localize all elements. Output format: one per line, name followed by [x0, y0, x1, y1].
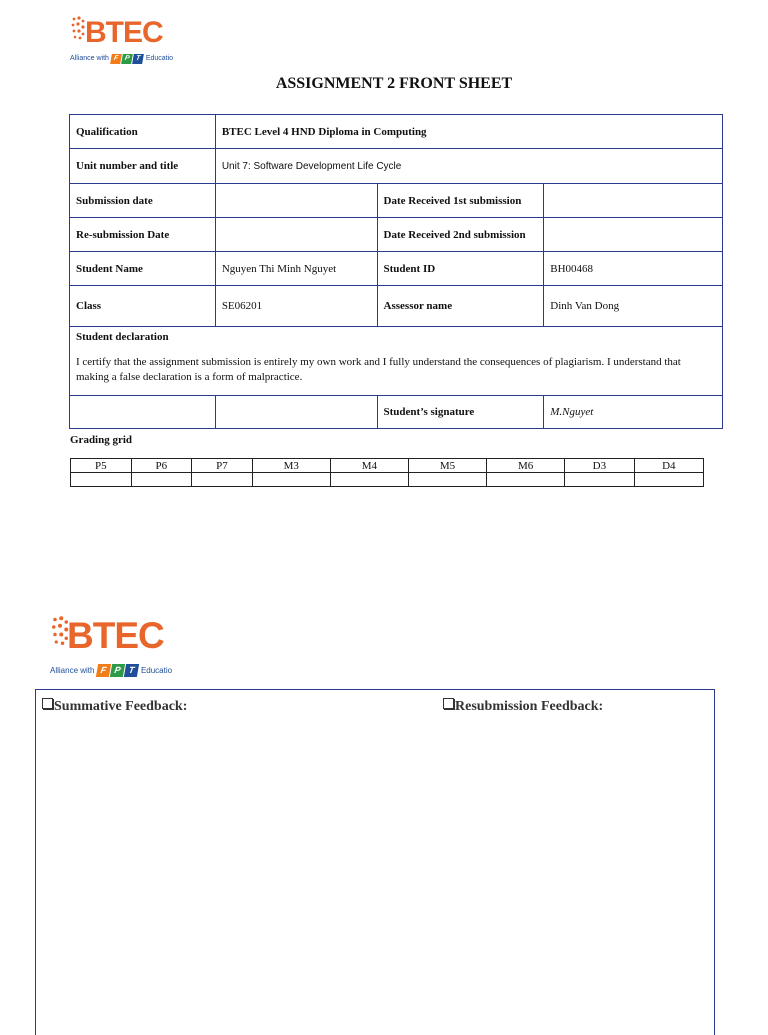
dots-icon	[70, 14, 86, 44]
grading-header-row	[71, 459, 704, 473]
student-id-label: Student ID	[377, 252, 544, 286]
alliance-prefix: Alliance with	[70, 55, 109, 62]
table-row	[70, 396, 723, 429]
grade-cell[interactable]	[487, 473, 565, 487]
table-row	[70, 218, 723, 252]
assessor-value: Dinh Van Dong	[544, 286, 723, 327]
unit-label: Unit number and title	[70, 149, 216, 184]
summative-feedback-heading	[42, 698, 187, 715]
btec-logo	[70, 14, 180, 66]
alliance-prefix: Alliance with	[50, 666, 95, 675]
declaration-text: I certify that the assignment submission is entirely my own work and I fully understand the consequences of plagiarism. I understand that making a false declaration is a form of malpractice.	[76, 356, 681, 383]
grading-grid-label: Grading grid	[70, 434, 133, 446]
date-received-2-value[interactable]	[544, 218, 723, 252]
grading-grid	[70, 458, 704, 487]
fpt-letter-f: F	[96, 664, 111, 677]
alliance-suffix: Educatio	[145, 55, 174, 62]
assessor-label: Assessor name	[377, 286, 544, 327]
fpt-letter-p: P	[110, 664, 125, 677]
grade-cell[interactable]	[565, 473, 634, 487]
class-value: SE06201	[215, 286, 377, 327]
fpt-letter-t: T	[124, 664, 139, 677]
grade-header: P6	[131, 459, 192, 473]
signature-empty-cell-1	[70, 396, 216, 429]
grade-header: P5	[71, 459, 132, 473]
fpt-logo	[111, 54, 144, 64]
grade-cell[interactable]	[408, 473, 486, 487]
resubmission-feedback-heading	[443, 698, 603, 715]
table-row	[70, 286, 723, 327]
resubmission-date-value[interactable]	[215, 218, 377, 252]
signature-value[interactable]: M.Nguyet	[544, 396, 723, 429]
declaration-title: Student declaration	[76, 331, 169, 343]
table-row	[70, 184, 723, 218]
fpt-letter-f: F	[110, 54, 122, 64]
date-received-2-label: Date Received 2nd submission	[377, 218, 544, 252]
unit-value: Unit 7: Software Development Life Cycle	[215, 149, 722, 184]
checkbox-icon[interactable]	[443, 698, 454, 709]
front-sheet-table	[69, 114, 723, 429]
grade-header: M6	[487, 459, 565, 473]
summative-feedback-label: Summative Feedback:	[54, 699, 188, 714]
student-id-value: BH00468	[544, 252, 723, 286]
alliance-suffix: Educatio	[140, 666, 173, 675]
resubmission-feedback-label: Resubmission Feedback:	[455, 699, 604, 714]
grade-cell[interactable]	[131, 473, 192, 487]
btec-wordmark: BTEC	[85, 16, 163, 49]
checkbox-icon[interactable]	[42, 698, 53, 709]
grade-header: P7	[192, 459, 253, 473]
table-row	[70, 149, 723, 184]
grade-header: D4	[634, 459, 703, 473]
table-row	[70, 327, 723, 396]
grade-cell[interactable]	[634, 473, 703, 487]
fpt-letter-t: T	[132, 54, 144, 64]
class-label: Class	[70, 286, 216, 327]
grade-header: M3	[252, 459, 330, 473]
submission-date-value[interactable]	[215, 184, 377, 218]
qualification-value: BTEC Level 4 HND Diploma in Computing	[215, 115, 722, 149]
date-received-1-label: Date Received 1st submission	[377, 184, 544, 218]
btec-wordmark: BTEC	[67, 615, 164, 656]
btec-logo	[50, 613, 180, 683]
grade-header: M5	[408, 459, 486, 473]
alliance-line	[70, 54, 173, 64]
resubmission-date-label: Re-submission Date	[70, 218, 216, 252]
grade-header: M4	[330, 459, 408, 473]
fpt-letter-p: P	[121, 54, 133, 64]
signature-label: Student’s signature	[377, 396, 544, 429]
grade-header: D3	[565, 459, 634, 473]
fpt-logo	[97, 664, 139, 677]
date-received-1-value[interactable]	[544, 184, 723, 218]
table-row	[70, 252, 723, 286]
grade-cell[interactable]	[330, 473, 408, 487]
qualification-label: Qualification	[70, 115, 216, 149]
feedback-box	[35, 689, 715, 1035]
table-row	[70, 115, 723, 149]
grading-value-row	[71, 473, 704, 487]
alliance-line	[50, 664, 172, 677]
student-name-label: Student Name	[70, 252, 216, 286]
student-name-value: Nguyen Thi Minh Nguyet	[215, 252, 377, 286]
declaration-cell	[70, 327, 723, 396]
grade-cell[interactable]	[192, 473, 253, 487]
submission-date-label: Submission date	[70, 184, 216, 218]
grade-cell[interactable]	[71, 473, 132, 487]
page-title: ASSIGNMENT 2 FRONT SHEET	[275, 75, 513, 92]
signature-empty-cell-2	[215, 396, 377, 429]
grade-cell[interactable]	[252, 473, 330, 487]
